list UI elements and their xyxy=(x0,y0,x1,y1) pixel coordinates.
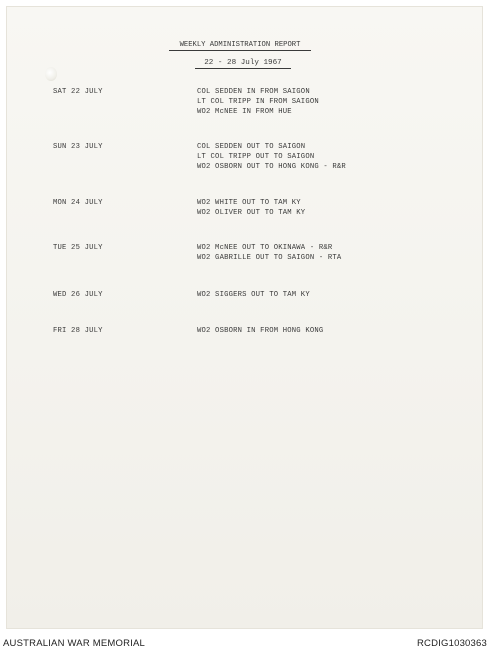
event-line: COL SEDDEN IN FROM SAIGON xyxy=(197,88,310,96)
event-line: WO2 WHITE OUT TO TAM KY xyxy=(197,199,301,207)
report-dates: 22 - 28 July 1967 xyxy=(195,59,291,69)
entry-day: FRI 28 JULY xyxy=(53,327,103,335)
archive-credit: AUSTRALIAN WAR MEMORIAL xyxy=(3,638,146,649)
entry-day: SAT 22 JULY xyxy=(53,88,103,96)
event-line: WO2 McNEE OUT TO OKINAWA - R&R xyxy=(197,244,333,252)
event-line: WO2 GABRILLE OUT TO SAIGON - RTA xyxy=(197,254,342,262)
entry-day: WED 26 JULY xyxy=(53,291,103,299)
punch-hole xyxy=(45,67,57,81)
event-line: COL SEDDEN OUT TO SAIGON xyxy=(197,143,306,151)
event-line: WO2 OLIVER OUT TO TAM KY xyxy=(197,209,306,217)
event-line: LT COL TRIPP OUT TO SAIGON xyxy=(197,153,315,161)
entry-events xyxy=(197,87,319,117)
entry-day: MON 24 JULY xyxy=(53,199,103,207)
entry-day: SUN 23 JULY xyxy=(53,143,103,151)
event-line: WO2 OSBORN IN FROM HONG KONG xyxy=(197,327,324,335)
event-line: WO2 OSBORN OUT TO HONG KONG - R&R xyxy=(197,163,346,171)
entry-events xyxy=(197,198,305,218)
entry-events xyxy=(197,142,346,172)
archive-id: RCDIG1030363 xyxy=(417,638,487,649)
event-line: WO2 SIGGERS OUT TO TAM KY xyxy=(197,291,310,299)
event-line: WO2 McNEE IN FROM HUE xyxy=(197,108,292,116)
entry-events xyxy=(197,243,341,263)
entry-day: TUE 25 JULY xyxy=(53,244,103,252)
event-line: LT COL TRIPP IN FROM SAIGON xyxy=(197,98,319,106)
report-title: WEEKLY ADMINISTRATION REPORT xyxy=(169,41,311,51)
entry-events xyxy=(197,290,310,300)
entry-events xyxy=(197,326,323,336)
